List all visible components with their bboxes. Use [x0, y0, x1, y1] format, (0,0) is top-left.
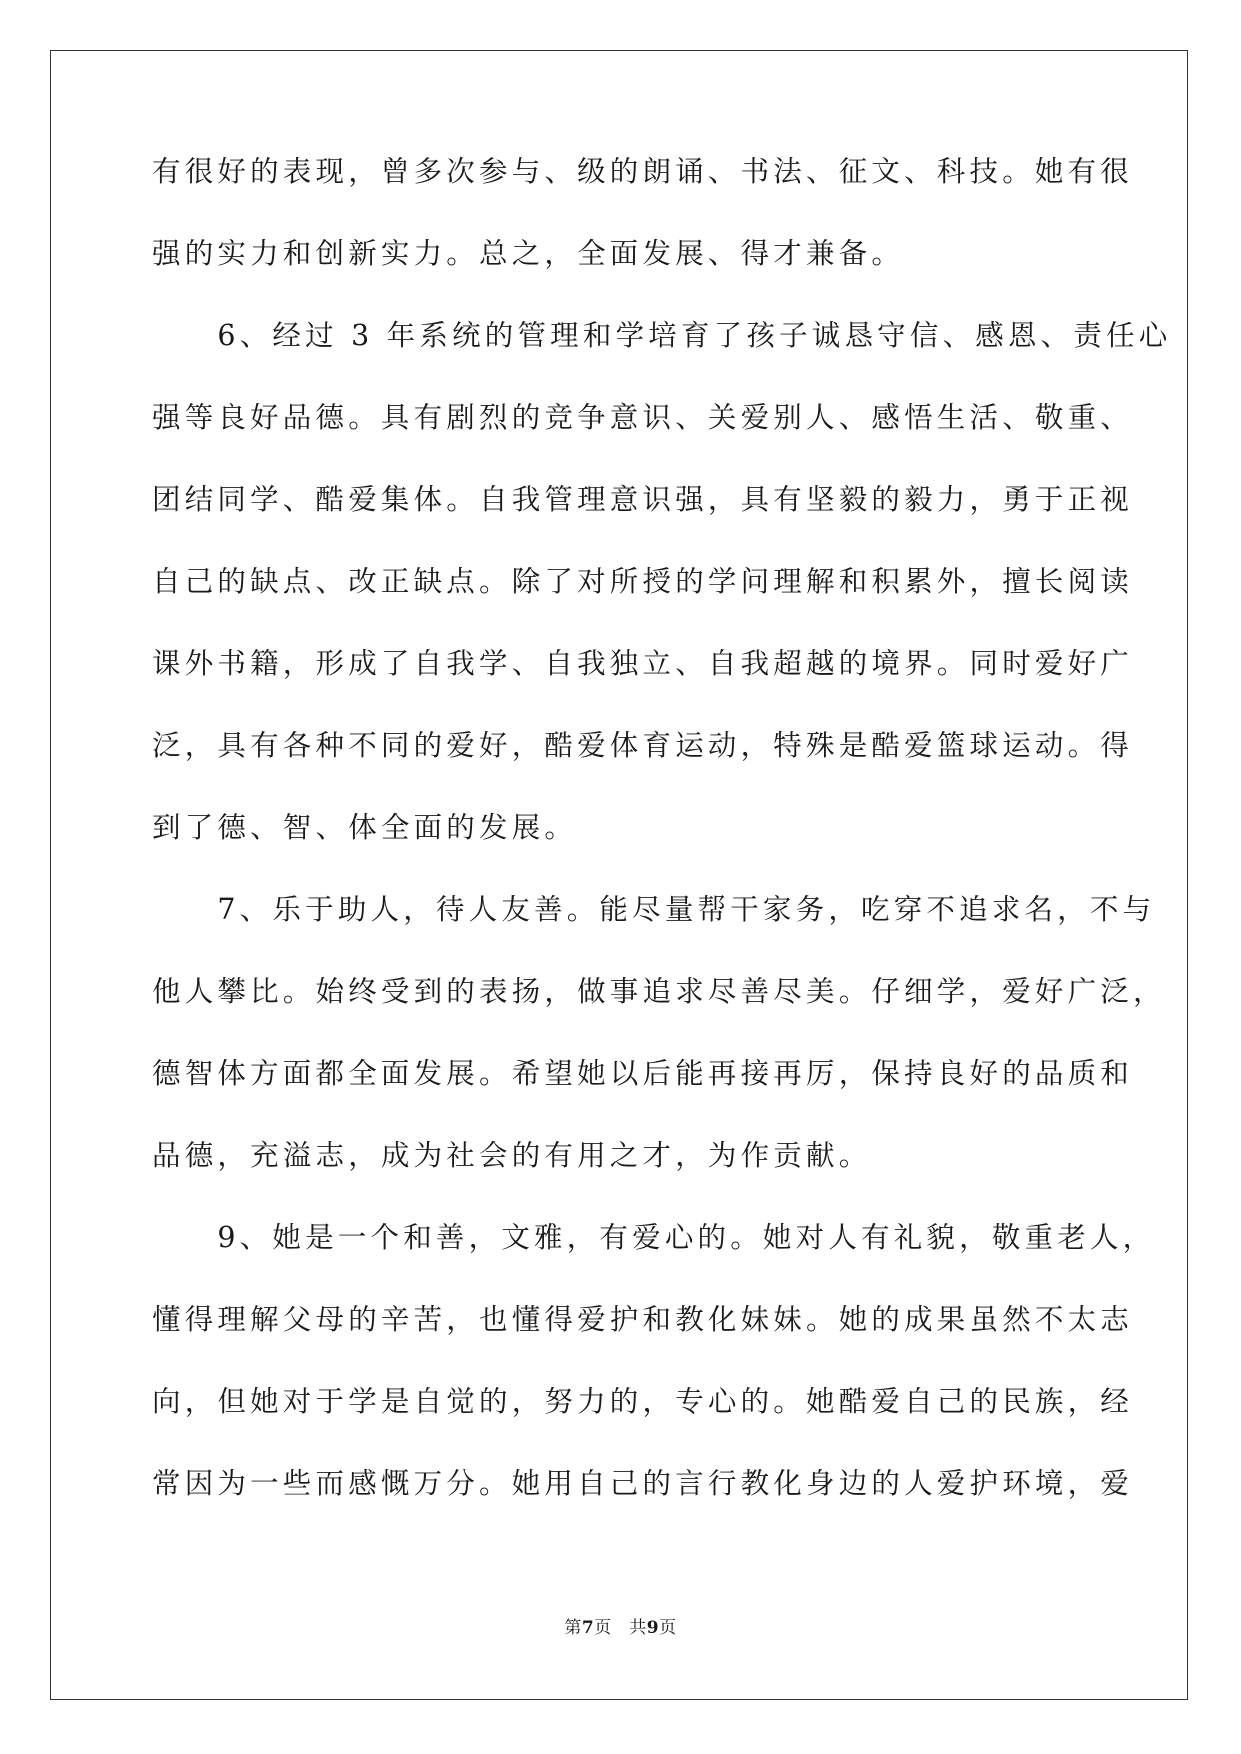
total-page-number: 9 — [646, 1618, 660, 1638]
text-line: 强等良好品德。具有剧烈的竞争意识、关爱别人、感悟生活、敬重、 — [152, 401, 1134, 434]
text-line: 德智体方面都全面发展。希望她以后能再接再厉，保持良好的品质和 — [152, 1057, 1134, 1090]
text-line: 强的实力和创新实力。总之，全面发展、得才兼备。 — [152, 237, 905, 270]
page-footer — [0, 1613, 1241, 1638]
text-line: 常因为一些而感慨万分。她用自己的言行教化身边的人爱护环境，爱 — [152, 1467, 1134, 1500]
text-line: 到了德、智、体全面的发展。 — [152, 811, 578, 844]
paragraph-7-start: 7、乐于助人，待人友善。能尽量帮干家务，吃穿不追求名，不与 — [152, 893, 1156, 926]
paragraph-6-start: 6、经过 3 年系统的管理和学培育了孩子诚恳守信、感恩、责任心 — [152, 319, 1172, 352]
paragraph-9-start: 9、她是一个和善，文雅，有爱心的。她对人有礼貌，敬重老人， — [152, 1221, 1156, 1254]
text-line: 向，但她对于学是自觉的，努力的，专心的。她酷爱自己的民族，经 — [152, 1385, 1134, 1418]
document-body — [152, 155, 1172, 1552]
footer-prefix: 第 — [564, 1618, 582, 1638]
text-line: 懂得理解父母的辛苦，也懂得爱护和教化妹妹。她的成果虽然不太志 — [152, 1303, 1134, 1336]
footer-mid: 页 共 — [594, 1618, 647, 1638]
text-line: 自己的缺点、改正缺点。除了对所授的学问理解和积累外，擅长阅读 — [152, 565, 1134, 598]
current-page-number: 7 — [581, 1618, 595, 1638]
text-line: 他人攀比。始终受到的表扬，做事追求尽善尽美。仔细学，爱好广泛， — [152, 975, 1166, 1008]
text-line: 有很好的表现，曾多次参与、级的朗诵、书法、征文、科技。她有很 — [152, 155, 1134, 188]
footer-suffix: 页 — [659, 1618, 677, 1638]
text-line: 团结同学、酷爱集体。自我管理意识强，具有坚毅的毅力，勇于正视 — [152, 483, 1134, 516]
text-line: 泛，具有各种不同的爱好，酷爱体育运动，特殊是酷爱篮球运动。得 — [152, 729, 1134, 762]
text-line: 课外书籍，形成了自我学、自我独立、自我超越的境界。同时爱好广 — [152, 647, 1134, 680]
text-line: 品德，充溢志，成为社会的有用之才，为作贡献。 — [152, 1139, 872, 1172]
